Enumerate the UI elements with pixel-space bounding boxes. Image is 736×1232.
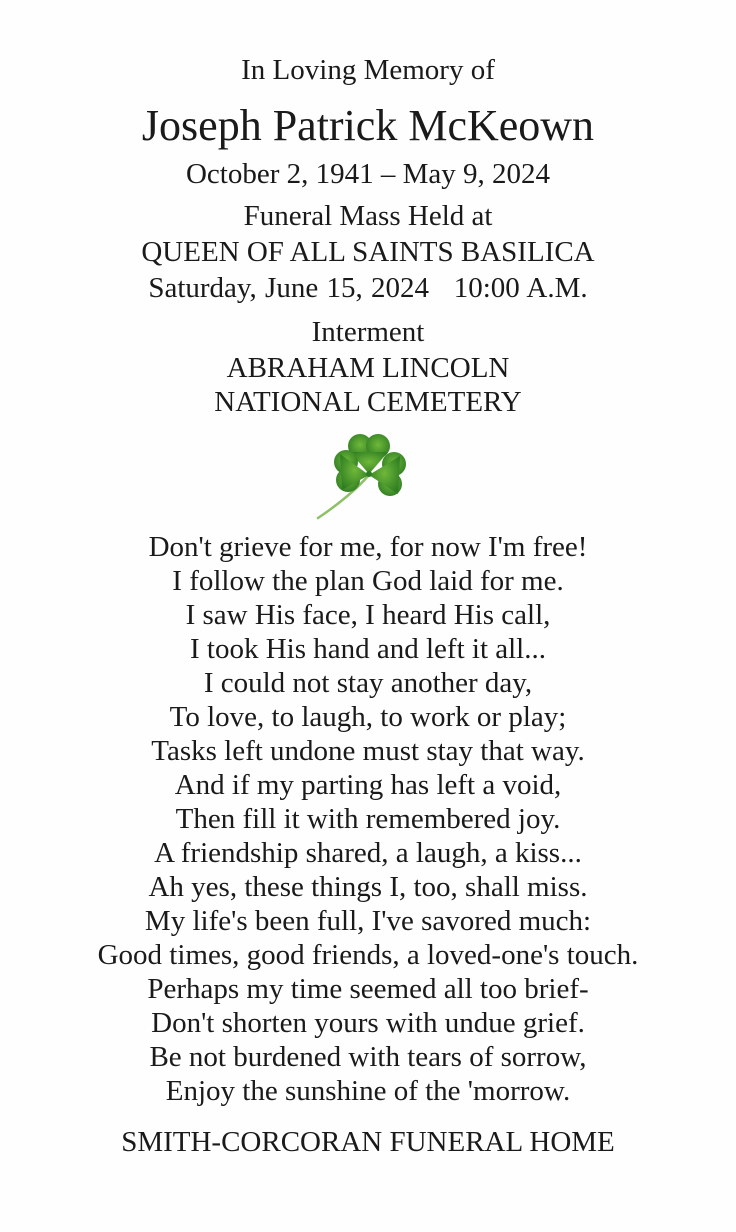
- poem-line: Good times, good friends, a loved-one's touch.: [97, 939, 639, 971]
- intro-text: In Loving Memory of: [241, 54, 495, 86]
- poem-line: Enjoy the sunshine of the 'morrow.: [165, 1075, 571, 1107]
- poem-line: Don't grieve for me, for now I'm free!: [148, 531, 588, 563]
- poem-line: Perhaps my time seemed all too brief-: [147, 973, 589, 1005]
- life-dates: October 2, 1941 – May 9, 2024: [185, 158, 551, 190]
- interment-label: Interment: [311, 316, 425, 348]
- poem-line: I saw His face, I heard His call,: [185, 599, 551, 631]
- funeral-home-name: SMITH-CORCORAN FUNERAL HOME: [121, 1126, 615, 1158]
- cemetery-name-line2: NATIONAL CEMETERY: [214, 386, 522, 418]
- poem-line: I follow the plan God laid for me.: [172, 565, 564, 597]
- service-datetime: Saturday, June 15, 2024 10:00 A.M.: [148, 272, 588, 304]
- poem-line: Ah yes, these things I, too, shall miss.: [148, 871, 588, 903]
- poem-line: Don't shorten yours with undue grief.: [151, 1007, 585, 1039]
- poem-line: I could not stay another day,: [203, 667, 533, 699]
- shamrock-icon: [312, 428, 422, 520]
- poem-line: Be not burdened with tears of sorrow,: [149, 1041, 587, 1073]
- poem-line: I took His hand and left it all...: [190, 633, 546, 665]
- poem-line: Tasks left undone must stay that way.: [151, 735, 585, 767]
- poem-line: Then fill it with remembered joy.: [175, 803, 561, 835]
- poem-line: To love, to laugh, to work or play;: [169, 701, 567, 733]
- deceased-name: Joseph Patrick McKeown: [141, 101, 595, 150]
- poem: [0, 530, 736, 1108]
- poem-line: A friendship shared, a laugh, a kiss...: [154, 837, 582, 869]
- poem-line: My life's been full, I've savored much:: [144, 905, 592, 937]
- mass-label: Funeral Mass Held at: [243, 200, 493, 232]
- cemetery-name-line1: ABRAHAM LINCOLN: [226, 352, 510, 384]
- church-name: QUEEN OF ALL SAINTS BASILICA: [141, 236, 595, 268]
- poem-line: And if my parting has left a void,: [174, 769, 562, 801]
